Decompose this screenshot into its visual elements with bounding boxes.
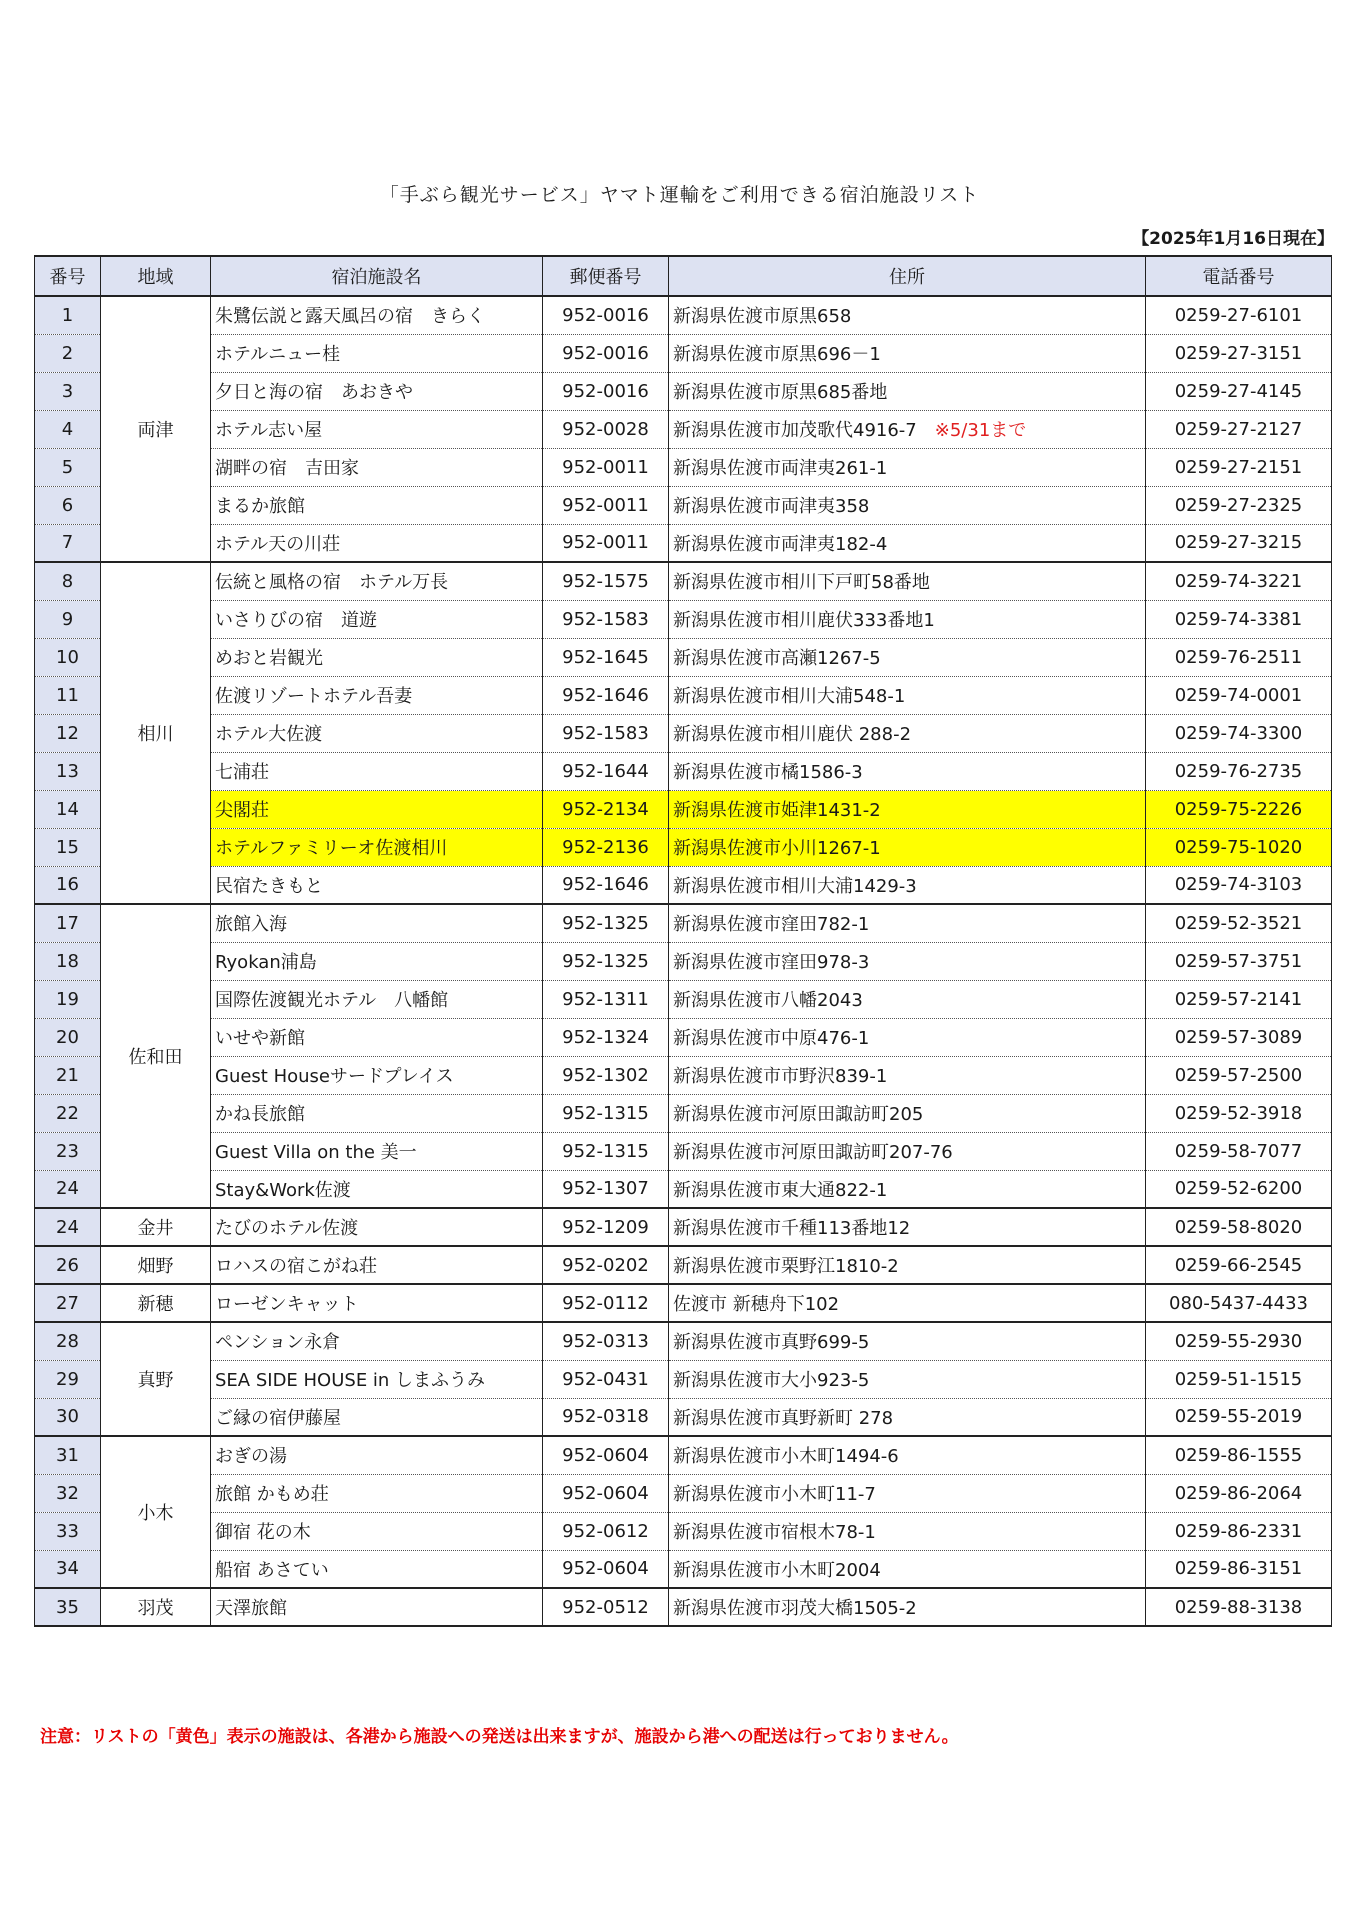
address-text: 新潟県佐渡市中原476-1 — [673, 1028, 870, 1049]
table-row — [35, 1512, 1332, 1550]
address-text: 新潟県佐渡市相川鹿伏 288-2 — [673, 724, 912, 745]
address — [669, 1512, 1146, 1550]
facility-name: まるか旅館 — [211, 486, 543, 524]
address — [669, 1170, 1146, 1208]
phone-number: 0259-76-2735 — [1146, 752, 1332, 790]
header-area: 地域 — [101, 256, 211, 296]
row-number: 16 — [35, 866, 101, 904]
row-number: 13 — [35, 752, 101, 790]
address-text: 新潟県佐渡市橘1586-3 — [673, 762, 863, 783]
address — [669, 372, 1146, 410]
row-number: 7 — [35, 524, 101, 562]
row-number: 34 — [35, 1550, 101, 1588]
table-header-row — [35, 256, 1332, 296]
row-number: 19 — [35, 980, 101, 1018]
table-row — [35, 1208, 1332, 1246]
postal-code: 952-1575 — [543, 562, 669, 600]
table-row — [35, 676, 1332, 714]
address — [669, 1322, 1146, 1360]
postal-code: 952-0612 — [543, 1512, 669, 1550]
facility-name: Ryokan浦島 — [211, 942, 543, 980]
address-text: 新潟県佐渡市窪田782-1 — [673, 914, 870, 936]
row-number: 32 — [35, 1474, 101, 1512]
phone-number: 0259-86-2331 — [1146, 1512, 1332, 1550]
postal-code: 952-2134 — [543, 790, 669, 828]
address-text: 新潟県佐渡市小木町11-7 — [673, 1484, 876, 1505]
postal-code: 952-0016 — [543, 372, 669, 410]
phone-number: 0259-74-3381 — [1146, 600, 1332, 638]
address — [669, 296, 1146, 334]
address — [669, 1056, 1146, 1094]
table-row — [35, 448, 1332, 486]
address — [669, 1284, 1146, 1322]
address-text: 新潟県佐渡市両津夷358 — [673, 496, 870, 517]
table-row — [35, 410, 1332, 448]
address — [669, 562, 1146, 600]
address — [669, 448, 1146, 486]
facility-name: 伝統と風格の宿 ホテル万長 — [211, 562, 543, 600]
address-text: 新潟県佐渡市両津夷261-1 — [673, 458, 888, 479]
postal-code: 952-0431 — [543, 1360, 669, 1398]
phone-number: 0259-74-3300 — [1146, 714, 1332, 752]
row-number: 10 — [35, 638, 101, 676]
table-row — [35, 1474, 1332, 1512]
row-number: 35 — [35, 1588, 101, 1626]
table-row — [35, 1398, 1332, 1436]
phone-number: 0259-58-8020 — [1146, 1208, 1332, 1246]
row-number: 3 — [35, 372, 101, 410]
area-cell: 相川 — [101, 562, 211, 904]
address — [669, 1474, 1146, 1512]
table-row — [35, 866, 1332, 904]
address — [669, 600, 1146, 638]
postal-code: 952-0604 — [543, 1474, 669, 1512]
phone-number: 0259-57-2141 — [1146, 980, 1332, 1018]
address-text: 新潟県佐渡市羽茂大橋1505-2 — [673, 1598, 917, 1619]
table-row — [35, 904, 1332, 942]
table-row — [35, 980, 1332, 1018]
facility-name: ペンション永倉 — [211, 1322, 543, 1360]
facility-name: SEA SIDE HOUSE in しまふうみ — [211, 1360, 543, 1398]
facility-name: 国際佐渡観光ホテル 八幡館 — [211, 980, 543, 1018]
row-number: 31 — [35, 1436, 101, 1474]
facility-name: 御宿 花の木 — [211, 1512, 543, 1550]
facility-name: 船宿 あさてい — [211, 1550, 543, 1588]
address-text: 新潟県佐渡市千種113番地12 — [673, 1218, 911, 1239]
address — [669, 1208, 1146, 1246]
address — [669, 1360, 1146, 1398]
facility-name: かね長旅館 — [211, 1094, 543, 1132]
table-row — [35, 942, 1332, 980]
phone-number: 0259-27-6101 — [1146, 296, 1332, 334]
address-text: 新潟県佐渡市河原田諏訪町205 — [673, 1104, 924, 1125]
row-number: 8 — [35, 562, 101, 600]
address — [669, 904, 1146, 942]
row-number: 33 — [35, 1512, 101, 1550]
header-name: 宿泊施設名 — [211, 256, 543, 296]
address-text: 新潟県佐渡市窪田978-3 — [673, 952, 870, 973]
table-row — [35, 1322, 1332, 1360]
postal-code: 952-0112 — [543, 1284, 669, 1322]
table-row — [35, 1550, 1332, 1588]
address-text: 新潟県佐渡市原黒658 — [673, 306, 852, 328]
row-number: 12 — [35, 714, 101, 752]
postal-code: 952-1644 — [543, 752, 669, 790]
postal-code: 952-0011 — [543, 524, 669, 562]
address-text: 新潟県佐渡市相川下戸町58番地 — [673, 572, 930, 594]
postal-code: 952-1645 — [543, 638, 669, 676]
address — [669, 714, 1146, 752]
phone-number: 0259-74-0001 — [1146, 676, 1332, 714]
address-text: 新潟県佐渡市大小923-5 — [673, 1370, 870, 1391]
header-num: 番号 — [35, 256, 101, 296]
area-cell: 小木 — [101, 1436, 211, 1588]
phone-number: 0259-86-1555 — [1146, 1436, 1332, 1474]
header-tel: 電話番号 — [1146, 256, 1332, 296]
facility-name: 七浦荘 — [211, 752, 543, 790]
address-text: 新潟県佐渡市相川鹿伏333番地1 — [673, 610, 935, 631]
address — [669, 676, 1146, 714]
table-row — [35, 638, 1332, 676]
phone-number: 0259-75-1020 — [1146, 828, 1332, 866]
postal-code: 952-1646 — [543, 866, 669, 904]
row-number: 22 — [35, 1094, 101, 1132]
table-row — [35, 714, 1332, 752]
facility-name: おぎの湯 — [211, 1436, 543, 1474]
facility-name: ホテルファミリーオ佐渡相川 — [211, 828, 543, 866]
row-number: 5 — [35, 448, 101, 486]
postal-code: 952-1325 — [543, 904, 669, 942]
row-number: 24 — [35, 1208, 101, 1246]
row-number: 24 — [35, 1170, 101, 1208]
table-row — [35, 1056, 1332, 1094]
phone-number: 0259-27-2127 — [1146, 410, 1332, 448]
header-zip: 郵便番号 — [543, 256, 669, 296]
table-row — [35, 1284, 1332, 1322]
postal-code: 952-0318 — [543, 1398, 669, 1436]
phone-number: 0259-88-3138 — [1146, 1588, 1332, 1626]
facility-name: ホテル志い屋 — [211, 410, 543, 448]
address-text: 新潟県佐渡市小木町2004 — [673, 1559, 881, 1581]
address-text: 新潟県佐渡市原黒696－1 — [673, 344, 881, 365]
row-number: 18 — [35, 942, 101, 980]
address — [669, 1018, 1146, 1056]
phone-number: 0259-27-3151 — [1146, 334, 1332, 372]
facility-name: 旅館入海 — [211, 904, 543, 942]
phone-number: 0259-66-2545 — [1146, 1246, 1332, 1284]
page-title: 「手ぶら観光サービス」ヤマト運輸をご利用できる宿泊施設リスト — [379, 184, 980, 206]
footnote: 注意：リストの「黄色」表示の施設は、各港から施設への発送は出来ますが、施設から港への配送は行っておりません。 — [40, 1727, 959, 1747]
postal-code: 952-1583 — [543, 714, 669, 752]
address — [669, 638, 1146, 676]
postal-code: 952-1315 — [543, 1094, 669, 1132]
address — [669, 790, 1146, 828]
postal-code: 952-1325 — [543, 942, 669, 980]
postal-code: 952-0604 — [543, 1550, 669, 1588]
facility-name: 尖閣荘 — [211, 790, 543, 828]
postal-code: 952-0313 — [543, 1322, 669, 1360]
address-text: 佐渡市 新穂舟下102 — [673, 1294, 840, 1315]
row-number: 14 — [35, 790, 101, 828]
table-row — [35, 752, 1332, 790]
postal-code: 952-0512 — [543, 1588, 669, 1626]
address-text: 新潟県佐渡市相川大浦548-1 — [673, 686, 906, 707]
address — [669, 410, 1146, 448]
address — [669, 1132, 1146, 1170]
postal-code: 952-1209 — [543, 1208, 669, 1246]
address — [669, 866, 1146, 904]
address-text: 新潟県佐渡市姫津1431-2 — [673, 800, 881, 821]
table-row — [35, 1094, 1332, 1132]
row-number: 9 — [35, 600, 101, 638]
phone-number: 0259-86-2064 — [1146, 1474, 1332, 1512]
facility-name: ローゼンキャット — [211, 1284, 543, 1322]
phone-number: 0259-75-2226 — [1146, 790, 1332, 828]
address — [669, 486, 1146, 524]
table-row — [35, 524, 1332, 562]
address-text: 新潟県佐渡市加茂歌代4916-7 — [673, 420, 917, 441]
address — [669, 1094, 1146, 1132]
area-cell: 真野 — [101, 1322, 211, 1436]
postal-code: 952-0016 — [543, 296, 669, 334]
address-text: 新潟県佐渡市東大通822-1 — [673, 1179, 888, 1201]
address-text: 新潟県佐渡市小川1267-1 — [673, 838, 881, 859]
facility-name: 佐渡リゾートホテル吾妻 — [211, 676, 543, 714]
postal-code: 952-1583 — [543, 600, 669, 638]
postal-code: 952-2136 — [543, 828, 669, 866]
table-row — [35, 790, 1332, 828]
table-row — [35, 1246, 1332, 1284]
facility-name: いせや新館 — [211, 1018, 543, 1056]
facility-name: たびのホテル佐渡 — [211, 1208, 543, 1246]
row-number: 21 — [35, 1056, 101, 1094]
phone-number: 0259-55-2019 — [1146, 1398, 1332, 1436]
postal-code: 952-1315 — [543, 1132, 669, 1170]
table-body — [35, 296, 1332, 1626]
address — [669, 1436, 1146, 1474]
facility-name: Guest Villa on the 美一 — [211, 1132, 543, 1170]
area-cell: 羽茂 — [101, 1588, 211, 1626]
table-row — [35, 562, 1332, 600]
address-text: 新潟県佐渡市相川大浦1429-3 — [673, 875, 917, 897]
address-text: 新潟県佐渡市宿根木78-1 — [673, 1522, 876, 1543]
address — [669, 1588, 1146, 1626]
address — [669, 752, 1146, 790]
address-text: 新潟県佐渡市栗野江1810-2 — [673, 1256, 899, 1277]
phone-number: 0259-57-2500 — [1146, 1056, 1332, 1094]
phone-number: 0259-86-3151 — [1146, 1550, 1332, 1588]
address-text: 新潟県佐渡市小木町1494-6 — [673, 1446, 899, 1468]
address-text: 新潟県佐渡市原黒685番地 — [673, 382, 888, 403]
row-number: 1 — [35, 296, 101, 334]
area-cell: 畑野 — [101, 1246, 211, 1284]
address-text: 新潟県佐渡市真野699-5 — [673, 1332, 870, 1354]
address — [669, 828, 1146, 866]
address — [669, 1398, 1146, 1436]
phone-number: 0259-57-3089 — [1146, 1018, 1332, 1056]
postal-code: 952-1302 — [543, 1056, 669, 1094]
address — [669, 1550, 1146, 1588]
row-number: 30 — [35, 1398, 101, 1436]
phone-number: 0259-27-3215 — [1146, 524, 1332, 562]
address-text: 新潟県佐渡市八幡2043 — [673, 990, 863, 1011]
row-number: 6 — [35, 486, 101, 524]
facility-name: いさりびの宿 道遊 — [211, 600, 543, 638]
facility-name: 朱鷺伝説と露天風呂の宿 きらく — [211, 296, 543, 334]
row-number: 28 — [35, 1322, 101, 1360]
phone-number: 080-5437-4433 — [1146, 1284, 1332, 1322]
postal-code: 952-0604 — [543, 1436, 669, 1474]
table-row — [35, 1360, 1332, 1398]
facility-name: ホテル天の川荘 — [211, 524, 543, 562]
row-number: 4 — [35, 410, 101, 448]
table-row — [35, 1436, 1332, 1474]
phone-number: 0259-52-3521 — [1146, 904, 1332, 942]
area-cell: 佐和田 — [101, 904, 211, 1208]
area-cell: 両津 — [101, 296, 211, 562]
facility-name: 湖畔の宿 吉田家 — [211, 448, 543, 486]
area-cell: 新穂 — [101, 1284, 211, 1322]
address-text: 新潟県佐渡市市野沢839-1 — [673, 1066, 888, 1087]
table-row — [35, 486, 1332, 524]
address-text: 新潟県佐渡市真野新町 278 — [673, 1407, 894, 1429]
area-cell: 金井 — [101, 1208, 211, 1246]
address — [669, 334, 1146, 372]
facility-name: Stay&Work佐渡 — [211, 1170, 543, 1208]
phone-number: 0259-55-2930 — [1146, 1322, 1332, 1360]
address — [669, 1246, 1146, 1284]
row-number: 17 — [35, 904, 101, 942]
postal-code: 952-0011 — [543, 448, 669, 486]
row-number: 2 — [35, 334, 101, 372]
postal-code: 952-1307 — [543, 1170, 669, 1208]
table-row — [35, 296, 1332, 334]
phone-number: 0259-74-3221 — [1146, 562, 1332, 600]
postal-code: 952-0011 — [543, 486, 669, 524]
facility-name: ご縁の宿伊藤屋 — [211, 1398, 543, 1436]
phone-number: 0259-27-2151 — [1146, 448, 1332, 486]
facility-name: 民宿たきもと — [211, 866, 543, 904]
postal-code: 952-0202 — [543, 1246, 669, 1284]
phone-number: 0259-51-1515 — [1146, 1360, 1332, 1398]
table-row — [35, 1132, 1332, 1170]
address — [669, 942, 1146, 980]
address-text: 新潟県佐渡市両津夷182-4 — [673, 533, 888, 555]
table-row — [35, 1018, 1332, 1056]
facility-name: ロハスの宿こがね荘 — [211, 1246, 543, 1284]
phone-number: 0259-57-3751 — [1146, 942, 1332, 980]
facility-name: Guest Houseサードプレイス — [211, 1056, 543, 1094]
address-text: 新潟県佐渡市高瀬1267-5 — [673, 648, 881, 669]
postal-code: 952-1324 — [543, 1018, 669, 1056]
facility-name: 夕日と海の宿 あおきや — [211, 372, 543, 410]
address — [669, 980, 1146, 1018]
address-note: ※5/31まで — [934, 420, 1027, 441]
row-number: 29 — [35, 1360, 101, 1398]
as-of-date: 【2025年1月16日現在】 — [1132, 229, 1334, 249]
address-text: 新潟県佐渡市河原田諏訪町207-76 — [673, 1142, 953, 1163]
facility-name: 天澤旅館 — [211, 1588, 543, 1626]
facility-name: 旅館 かもめ荘 — [211, 1474, 543, 1512]
facility-name: ホテルニュー桂 — [211, 334, 543, 372]
postal-code: 952-0028 — [543, 410, 669, 448]
phone-number: 0259-58-7077 — [1146, 1132, 1332, 1170]
row-number: 15 — [35, 828, 101, 866]
table-row — [35, 334, 1332, 372]
table-row — [35, 1170, 1332, 1208]
phone-number: 0259-27-2325 — [1146, 486, 1332, 524]
lodging-table — [34, 255, 1332, 1627]
table-row — [35, 828, 1332, 866]
row-number: 27 — [35, 1284, 101, 1322]
phone-number: 0259-52-6200 — [1146, 1170, 1332, 1208]
phone-number: 0259-74-3103 — [1146, 866, 1332, 904]
phone-number: 0259-76-2511 — [1146, 638, 1332, 676]
postal-code: 952-1311 — [543, 980, 669, 1018]
address — [669, 524, 1146, 562]
row-number: 26 — [35, 1246, 101, 1284]
facility-name: ホテル大佐渡 — [211, 714, 543, 752]
phone-number: 0259-27-4145 — [1146, 372, 1332, 410]
row-number: 23 — [35, 1132, 101, 1170]
row-number: 20 — [35, 1018, 101, 1056]
table-row — [35, 600, 1332, 638]
facility-name: めおと岩観光 — [211, 638, 543, 676]
postal-code: 952-1646 — [543, 676, 669, 714]
phone-number: 0259-52-3918 — [1146, 1094, 1332, 1132]
table-row — [35, 372, 1332, 410]
header-address: 住所 — [669, 256, 1146, 296]
table-row — [35, 1588, 1332, 1626]
row-number: 11 — [35, 676, 101, 714]
postal-code: 952-0016 — [543, 334, 669, 372]
